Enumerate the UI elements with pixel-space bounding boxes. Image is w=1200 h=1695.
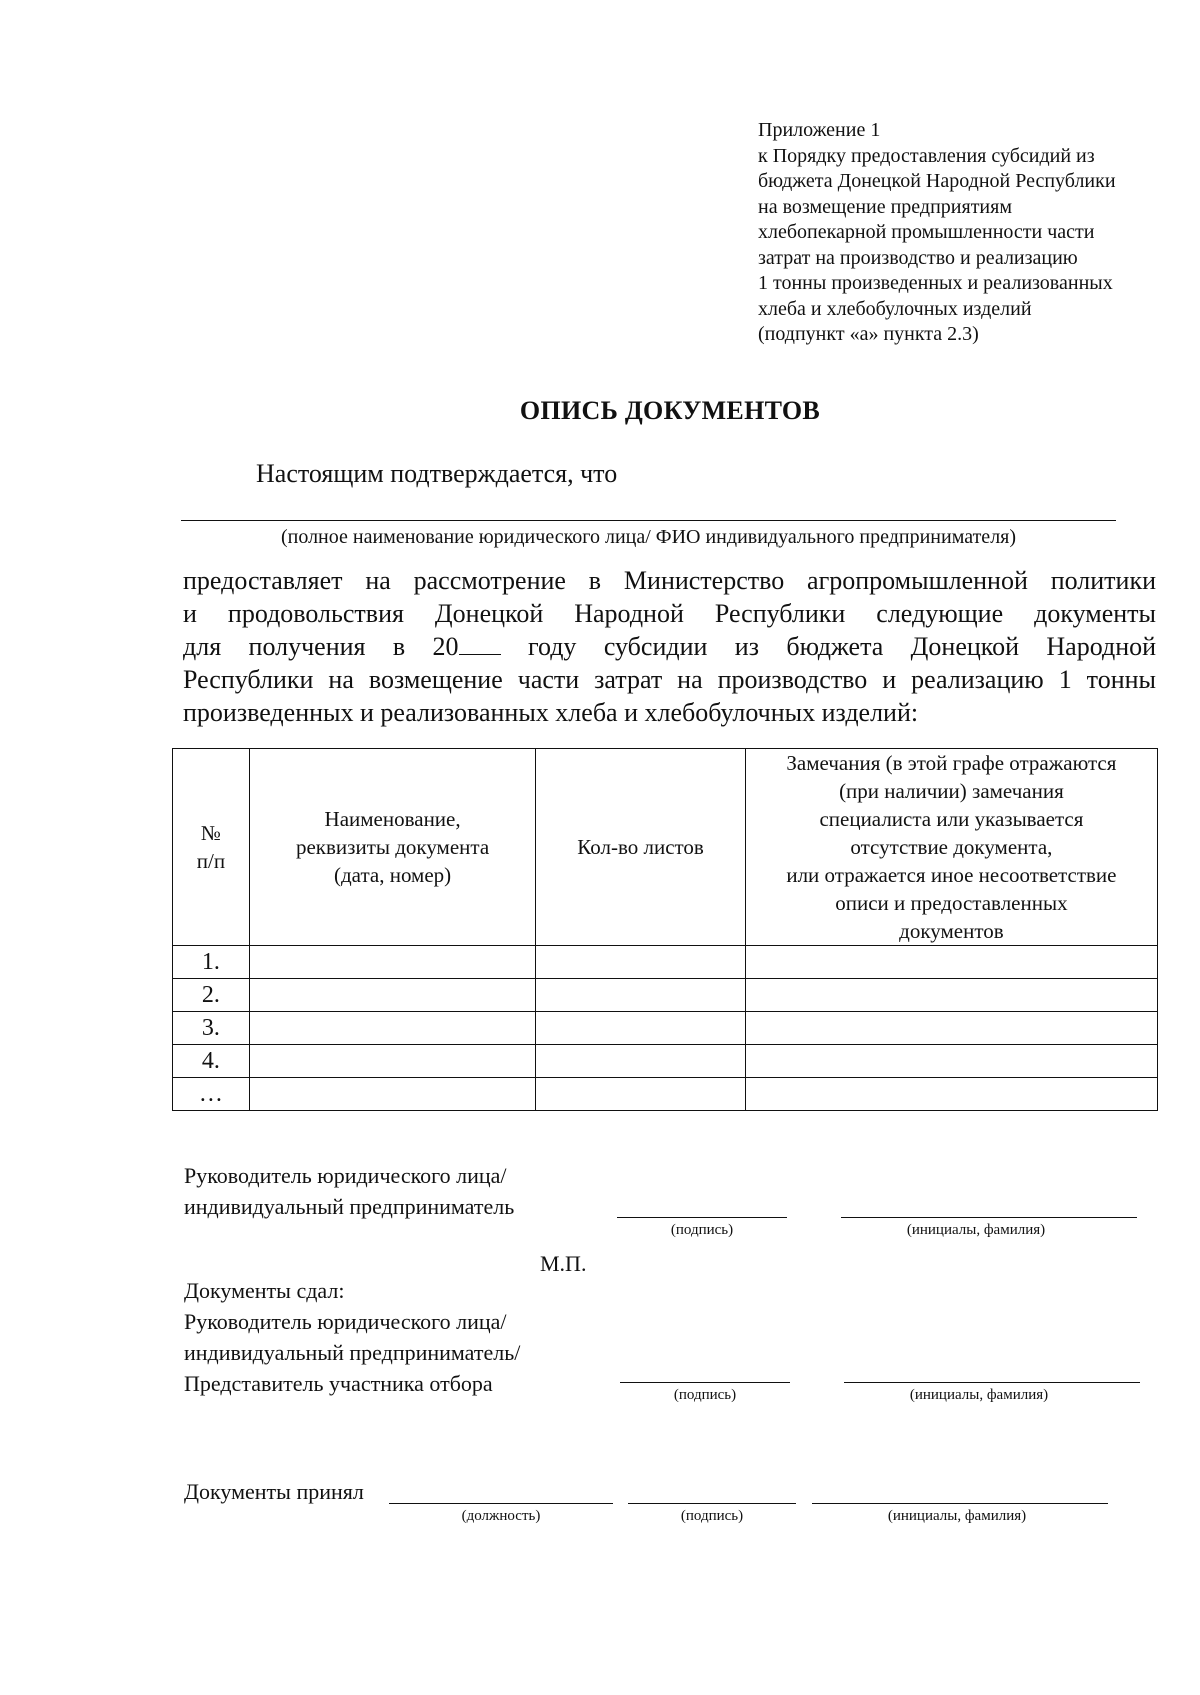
header-text: отсутствие документа,	[850, 835, 1053, 859]
initials-caption: (инициалы, фамилия)	[887, 1508, 1027, 1524]
row-qty-cell[interactable]	[536, 979, 746, 1012]
header-text: описи и предоставленных	[835, 891, 1068, 915]
head-initials-field[interactable]	[841, 1217, 1137, 1218]
paragraph-text: для получения в 20	[183, 632, 459, 661]
row-name-cell[interactable]	[249, 1078, 536, 1111]
paragraph-line: произведенных и реализованных хлеба и хлебобулочных изделий:	[183, 698, 919, 727]
appendix-header	[758, 118, 1178, 348]
header-text: реквизиты документа	[295, 835, 490, 859]
row-num: 1.	[173, 946, 250, 979]
year-blank-field[interactable]	[459, 634, 501, 655]
confirm-text: Настоящим подтверждается, что	[256, 459, 618, 488]
appendix-line: на возмещение предприятиям	[758, 195, 1012, 218]
header-text: документов	[899, 919, 1004, 943]
header-text: или отражается иное несоответствие	[786, 863, 1117, 887]
header-text: п/п	[196, 849, 226, 873]
signatory-text: индивидуальный предприниматель/	[184, 1340, 521, 1365]
signature-caption: (подпись)	[680, 1508, 744, 1524]
appendix-line: 1 тонны произведенных и реализованных	[758, 272, 1113, 294]
header-text: Наименование,	[324, 807, 461, 831]
signature-caption: (подпись)	[670, 1222, 734, 1238]
table-row	[173, 1012, 1158, 1045]
row-name-cell[interactable]	[249, 979, 536, 1012]
paragraph-text: году субсидии из бюджета Донецкой Народной	[527, 632, 1157, 661]
table-header-row	[173, 749, 1158, 946]
initials-caption: (инициалы, фамилия)	[909, 1387, 1049, 1403]
handed-initials-field[interactable]	[844, 1382, 1140, 1383]
documents-table	[172, 748, 1158, 1111]
row-remarks-cell[interactable]	[745, 1045, 1157, 1078]
signatory-text: Документы сдал:	[184, 1278, 345, 1303]
row-remarks-cell[interactable]	[745, 946, 1157, 979]
row-name-cell[interactable]	[249, 1012, 536, 1045]
signature-caption: (подпись)	[673, 1387, 737, 1403]
initials-caption: (инициалы, фамилия)	[906, 1222, 1046, 1238]
appendix-line: хлеба и хлебобулочных изделий	[758, 297, 1032, 320]
accepted-initials-field[interactable]	[812, 1503, 1108, 1504]
accepted-position-field[interactable]	[389, 1503, 613, 1504]
signatory-text: индивидуальный предприниматель	[184, 1194, 515, 1219]
row-name-cell[interactable]	[249, 1045, 536, 1078]
header-name	[249, 749, 536, 946]
signatory-text: Представитель участника отбора	[184, 1371, 493, 1396]
table-row	[173, 946, 1158, 979]
head-signatory-label	[184, 1160, 514, 1222]
table-row	[173, 979, 1158, 1012]
row-name-cell[interactable]	[249, 946, 536, 979]
accepted-signature-field[interactable]	[628, 1503, 796, 1504]
row-remarks-cell[interactable]	[745, 1078, 1157, 1111]
organization-name-caption: (полное наименование юридического лица/ ФИО индивидуального предпринимателя)	[280, 526, 1017, 548]
paragraph-line: Республики на возмещение части затрат на производство и реализацию 1 тонны	[183, 665, 1156, 694]
header-qty	[536, 749, 746, 946]
appendix-line: бюджета Донецкой Народной Республики	[758, 170, 1116, 192]
header-text: №	[200, 821, 221, 845]
accepted-label: Документы принял	[184, 1479, 364, 1504]
appendix-line: Приложение 1	[758, 119, 881, 141]
row-qty-cell[interactable]	[536, 1012, 746, 1045]
handed-signatory-label	[184, 1275, 520, 1399]
handed-signature-field[interactable]	[620, 1382, 790, 1383]
row-num: 4.	[173, 1045, 250, 1078]
head-signature-field[interactable]	[617, 1217, 787, 1218]
position-caption: (должность)	[461, 1508, 541, 1524]
table-row	[173, 1078, 1158, 1111]
signatory-text: Руководитель юридического лица/	[184, 1309, 507, 1334]
paragraph-line: предоставляет на рассмотрение в Министерство агропромышленной политики	[183, 566, 1156, 595]
appendix-line: к Порядку предоставления субсидий из	[758, 144, 1095, 167]
header-text: (при наличии) замечания	[839, 779, 1064, 803]
row-num: …	[173, 1078, 250, 1111]
signatory-text: Руководитель юридического лица/	[184, 1163, 507, 1188]
appendix-line: (подпункт «а» пункта 2.3)	[758, 323, 979, 345]
document-title: ОПИСЬ ДОКУМЕНТОВ	[519, 396, 821, 425]
header-text: Кол-во листов	[577, 835, 704, 859]
header-text: Замечания (в этой графе отражаются	[786, 751, 1117, 775]
appendix-line: затрат на производство и реализацию	[758, 246, 1078, 269]
row-num: 2.	[173, 979, 250, 1012]
row-qty-cell[interactable]	[536, 946, 746, 979]
paragraph-line	[183, 630, 1156, 663]
row-num: 3.	[173, 1012, 250, 1045]
row-remarks-cell[interactable]	[745, 1012, 1157, 1045]
header-remarks	[745, 749, 1157, 946]
header-num	[173, 749, 250, 946]
row-qty-cell[interactable]	[536, 1045, 746, 1078]
main-paragraph	[183, 564, 1156, 729]
organization-name-field[interactable]	[181, 520, 1116, 521]
row-qty-cell[interactable]	[536, 1078, 746, 1111]
header-text: (дата, номер)	[334, 863, 452, 887]
row-remarks-cell[interactable]	[745, 979, 1157, 1012]
header-text: специалиста или указывается	[819, 807, 1084, 831]
paragraph-line: и продовольствия Донецкой Народной Республики следующие документы	[183, 599, 1156, 628]
appendix-line: хлебопекарной промышленности части	[758, 221, 1095, 243]
table-row	[173, 1045, 1158, 1078]
stamp-place-label: М.П.	[540, 1251, 587, 1276]
